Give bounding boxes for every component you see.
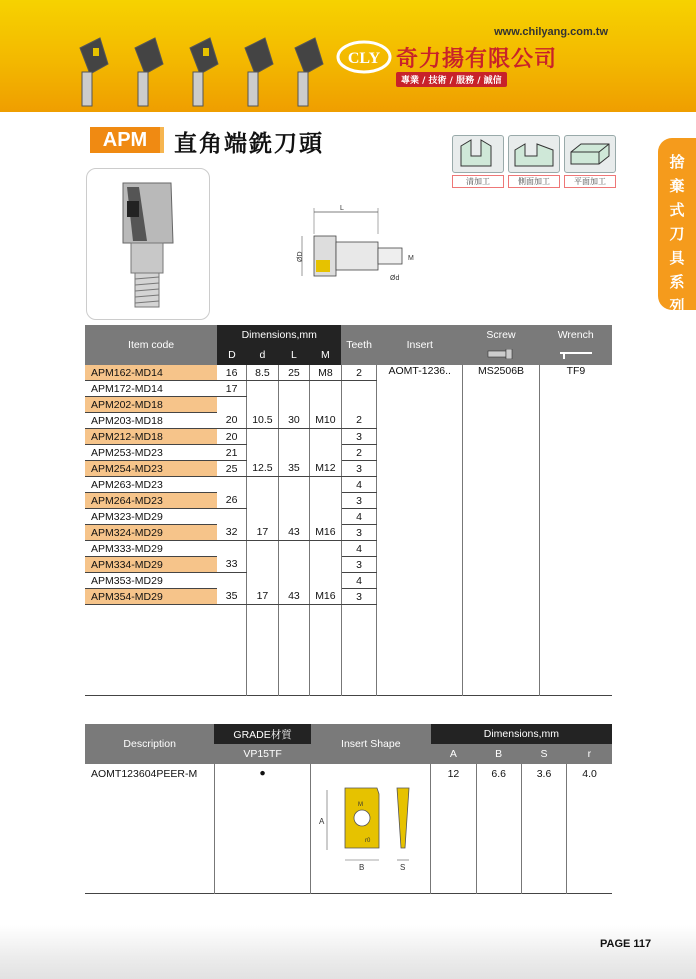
- cell-d: [247, 445, 279, 461]
- specification-table: [85, 325, 612, 696]
- cell-l: [278, 381, 309, 397]
- cell-teeth: 4: [341, 477, 377, 493]
- cell-d: 33: [217, 557, 246, 573]
- item-code-cell: APM324-MD29: [85, 525, 217, 541]
- dim-d-label: ØD: [297, 251, 304, 262]
- th-screw: Screw: [463, 325, 540, 345]
- cell-wrench: TF9: [566, 365, 586, 377]
- empty-cell: [85, 605, 217, 621]
- cell-teeth: 3: [341, 461, 377, 477]
- process-slotting: [452, 135, 502, 185]
- item-code-cell: APM264-MD23: [85, 493, 217, 509]
- cell-l: 30: [278, 413, 309, 429]
- dim-small-d-label: Ød: [390, 275, 400, 282]
- empty-cell: [85, 680, 217, 696]
- item-code-cell: APM334-MD29: [85, 557, 217, 573]
- dim-b-value: 6.6: [476, 764, 521, 894]
- side-tab-char: 式: [669, 201, 685, 219]
- cell-teeth: 4: [341, 541, 377, 557]
- process-side-milling: [508, 135, 558, 185]
- company-url: www.chilyang.com.tw: [494, 26, 608, 38]
- cell-d: 10.5: [247, 413, 279, 429]
- empty-cell: [247, 650, 279, 665]
- cell-l: [278, 509, 309, 525]
- item-code-cell: APM162-MD14: [85, 365, 217, 381]
- item-code-cell: APM333-MD29: [85, 541, 217, 557]
- cell-d: 20: [217, 429, 246, 445]
- process-face-milling: [564, 135, 614, 185]
- side-tab-char: 列: [669, 297, 685, 315]
- th-teeth: Teeth: [341, 325, 377, 365]
- cell-m: M16: [310, 525, 342, 541]
- th-wrench: Wrench: [539, 325, 612, 345]
- empty-cell: [217, 620, 246, 635]
- grade-mark: ●: [214, 764, 310, 894]
- cell-l: [278, 397, 309, 413]
- empty-cell: [247, 635, 279, 650]
- page-header: [0, 0, 696, 112]
- cell-m: [310, 445, 342, 461]
- shape-r-label: r0: [365, 838, 371, 844]
- cell-d: 26: [217, 493, 246, 509]
- insert-shape-cell: [311, 764, 431, 894]
- insert-table: [85, 724, 612, 894]
- cell-teeth: 3: [341, 493, 377, 509]
- empty-cell: [341, 650, 377, 665]
- cell-d: [247, 429, 279, 445]
- empty-cell: [217, 665, 246, 680]
- cell-l: [278, 493, 309, 509]
- cell-m: [310, 557, 342, 573]
- th-dimensions-2: Dimensions,mm: [431, 724, 612, 744]
- company-logo: [336, 40, 392, 74]
- empty-cell: [247, 680, 279, 696]
- page-footer: [0, 925, 696, 979]
- side-tab-char: 棄: [669, 177, 685, 195]
- cell-d: [217, 477, 246, 493]
- cell-m: [310, 429, 342, 445]
- cell-d: [247, 493, 279, 509]
- cell-l: [278, 557, 309, 573]
- shape-b-label: B: [359, 863, 365, 872]
- empty-cell: [310, 620, 342, 635]
- cell-l: 25: [278, 365, 309, 381]
- process-label: 側面加工: [508, 175, 560, 188]
- cell-d: 20: [217, 413, 246, 429]
- cell-d: [247, 397, 279, 413]
- empty-cell: [217, 680, 246, 696]
- th-d-upper: D: [217, 345, 246, 365]
- cell-d: 17: [247, 525, 279, 541]
- empty-cell: [85, 620, 217, 635]
- th-insert: Insert: [377, 325, 463, 365]
- cell-teeth: 2: [341, 365, 377, 381]
- company-name: 奇力揚有限公司: [396, 47, 558, 72]
- cell-insert: AOMT-1236..: [377, 365, 463, 696]
- product-photo: [86, 168, 210, 320]
- screw-icon: [463, 345, 540, 365]
- page-title: 直角端銑刀頭: [174, 131, 324, 157]
- shape-s-label: S: [400, 863, 406, 872]
- th-a: A: [431, 744, 476, 764]
- insert-description: AOMT123604PEER-M: [85, 764, 214, 894]
- cell-l: [278, 429, 309, 445]
- item-code-cell: APM323-MD29: [85, 509, 217, 525]
- dim-r-value: 4.0: [582, 768, 597, 780]
- cell-m: M16: [310, 589, 342, 605]
- cell-d: [247, 541, 279, 557]
- cell-d: [217, 573, 246, 589]
- cell-d: [247, 573, 279, 589]
- cell-d: 21: [217, 445, 246, 461]
- item-code-cell: APM253-MD23: [85, 445, 217, 461]
- cell-m: M10: [310, 413, 342, 429]
- empty-cell: [341, 620, 377, 635]
- cell-d: 17: [217, 381, 246, 397]
- cell-d: 8.5: [247, 365, 279, 381]
- cell-teeth: 3: [341, 429, 377, 445]
- process-label: 平面加工: [564, 175, 616, 188]
- cell-m: [310, 493, 342, 509]
- cell-d: 16: [217, 365, 246, 381]
- empty-cell: [217, 650, 246, 665]
- empty-cell: [310, 605, 342, 621]
- cell-l: 35: [278, 461, 309, 477]
- side-tab-char: 捨: [669, 153, 685, 171]
- empty-cell: [341, 680, 377, 696]
- cell-m: [310, 381, 342, 397]
- item-code-cell: APM203-MD18: [85, 413, 217, 429]
- th-dimensions: Dimensions,mm: [217, 325, 341, 345]
- side-category-tab: [658, 138, 696, 315]
- dim-a-value: 12: [431, 764, 476, 894]
- cell-d: 32: [217, 525, 246, 541]
- empty-cell: [85, 665, 217, 680]
- title-badge: APM: [90, 127, 160, 153]
- empty-cell: [310, 665, 342, 680]
- dimension-drawing: [290, 200, 420, 290]
- empty-cell: [310, 680, 342, 696]
- cell-d: [217, 509, 246, 525]
- empty-cell: [85, 650, 217, 665]
- empty-cell: [278, 620, 309, 635]
- cell-l: [278, 541, 309, 557]
- cell-d: [217, 397, 246, 413]
- cell-l: [278, 573, 309, 589]
- cell-d: [247, 477, 279, 493]
- cell-d: 25: [217, 461, 246, 477]
- empty-cell: [341, 665, 377, 680]
- page-number: PAGE 117: [600, 938, 652, 950]
- process-label: 清加工: [452, 175, 504, 188]
- cell-m: [310, 509, 342, 525]
- empty-cell: [278, 650, 309, 665]
- empty-cell: [278, 665, 309, 680]
- th-grade-name: VP15TF: [214, 744, 310, 764]
- tool-images-icon: [60, 18, 340, 110]
- cell-m: [310, 477, 342, 493]
- cell-teeth: [341, 397, 377, 413]
- insert-shape-icon: [311, 764, 429, 890]
- empty-cell: [217, 605, 246, 621]
- cell-d: 35: [217, 589, 246, 605]
- cell-m: [310, 573, 342, 589]
- cell-m: M12: [310, 461, 342, 477]
- face-milling-icon: [564, 135, 616, 173]
- th-grade: GRADE材質: [214, 724, 310, 744]
- logo-letters: CLY: [347, 50, 381, 67]
- cell-teeth: [341, 381, 377, 397]
- empty-cell: [247, 605, 279, 621]
- th-item-code: Item code: [85, 325, 217, 365]
- empty-cell: [310, 635, 342, 650]
- empty-cell: [217, 635, 246, 650]
- item-code-cell: APM353-MD29: [85, 573, 217, 589]
- item-code-cell: APM202-MD18: [85, 397, 217, 413]
- cell-l: [278, 477, 309, 493]
- cell-l: [278, 445, 309, 461]
- cell-teeth: 2: [341, 413, 377, 429]
- side-tab-char: 刀: [669, 225, 685, 243]
- cell-d: [217, 541, 246, 557]
- cell-d: [247, 509, 279, 525]
- empty-cell: [310, 650, 342, 665]
- cell-teeth: 2: [341, 445, 377, 461]
- dim-l-label: L: [340, 205, 344, 212]
- side-tab-char: 具: [669, 249, 685, 267]
- item-code-cell: APM254-MD23: [85, 461, 217, 477]
- th-insert-shape: Insert Shape: [311, 724, 431, 764]
- cell-m: [310, 397, 342, 413]
- empty-cell: [341, 635, 377, 650]
- th-b: B: [476, 744, 521, 764]
- th-s: S: [521, 744, 566, 764]
- empty-cell: [341, 605, 377, 621]
- cell-teeth: 3: [341, 525, 377, 541]
- side-tab-char: 系: [669, 273, 685, 291]
- cell-teeth: 3: [341, 557, 377, 573]
- th-d-lower: d: [247, 345, 279, 365]
- shape-m-label: M: [358, 802, 364, 808]
- th-description: Description: [85, 724, 214, 764]
- empty-cell: [278, 605, 309, 621]
- cell-d: 12.5: [247, 461, 279, 477]
- th-r: r: [567, 744, 612, 764]
- cell-teeth: 4: [341, 509, 377, 525]
- company-tagline: 專業 / 技術 / 服務 / 誠信: [396, 72, 507, 87]
- end-mill-icon: [87, 169, 209, 319]
- wrench-icon: [539, 345, 612, 365]
- th-l: L: [278, 345, 309, 365]
- cell-m: [310, 541, 342, 557]
- item-code-cell: APM172-MD14: [85, 381, 217, 397]
- cell-d: [247, 381, 279, 397]
- shape-a-label: A: [319, 817, 325, 826]
- cell-l: 43: [278, 589, 309, 605]
- empty-cell: [247, 620, 279, 635]
- dim-s-value: 3.6: [521, 764, 566, 894]
- cell-d: 17: [247, 589, 279, 605]
- cell-m: M8: [310, 365, 342, 381]
- cell-teeth: 4: [341, 573, 377, 589]
- item-code-cell: APM263-MD23: [85, 477, 217, 493]
- item-code-cell: APM212-MD18: [85, 429, 217, 445]
- th-m: M: [310, 345, 342, 365]
- cell-teeth: 3: [341, 589, 377, 605]
- item-code-cell: APM354-MD29: [85, 589, 217, 605]
- empty-cell: [85, 635, 217, 650]
- slotting-icon: [452, 135, 504, 173]
- cell-screw: MS2506B: [463, 365, 540, 696]
- empty-cell: [278, 635, 309, 650]
- table-row: [85, 365, 612, 381]
- dim-m-label: M: [408, 255, 414, 262]
- cell-l: 43: [278, 525, 309, 541]
- empty-cell: [247, 665, 279, 680]
- empty-cell: [278, 680, 309, 696]
- cell-d: [247, 557, 279, 573]
- side-milling-icon: [508, 135, 560, 173]
